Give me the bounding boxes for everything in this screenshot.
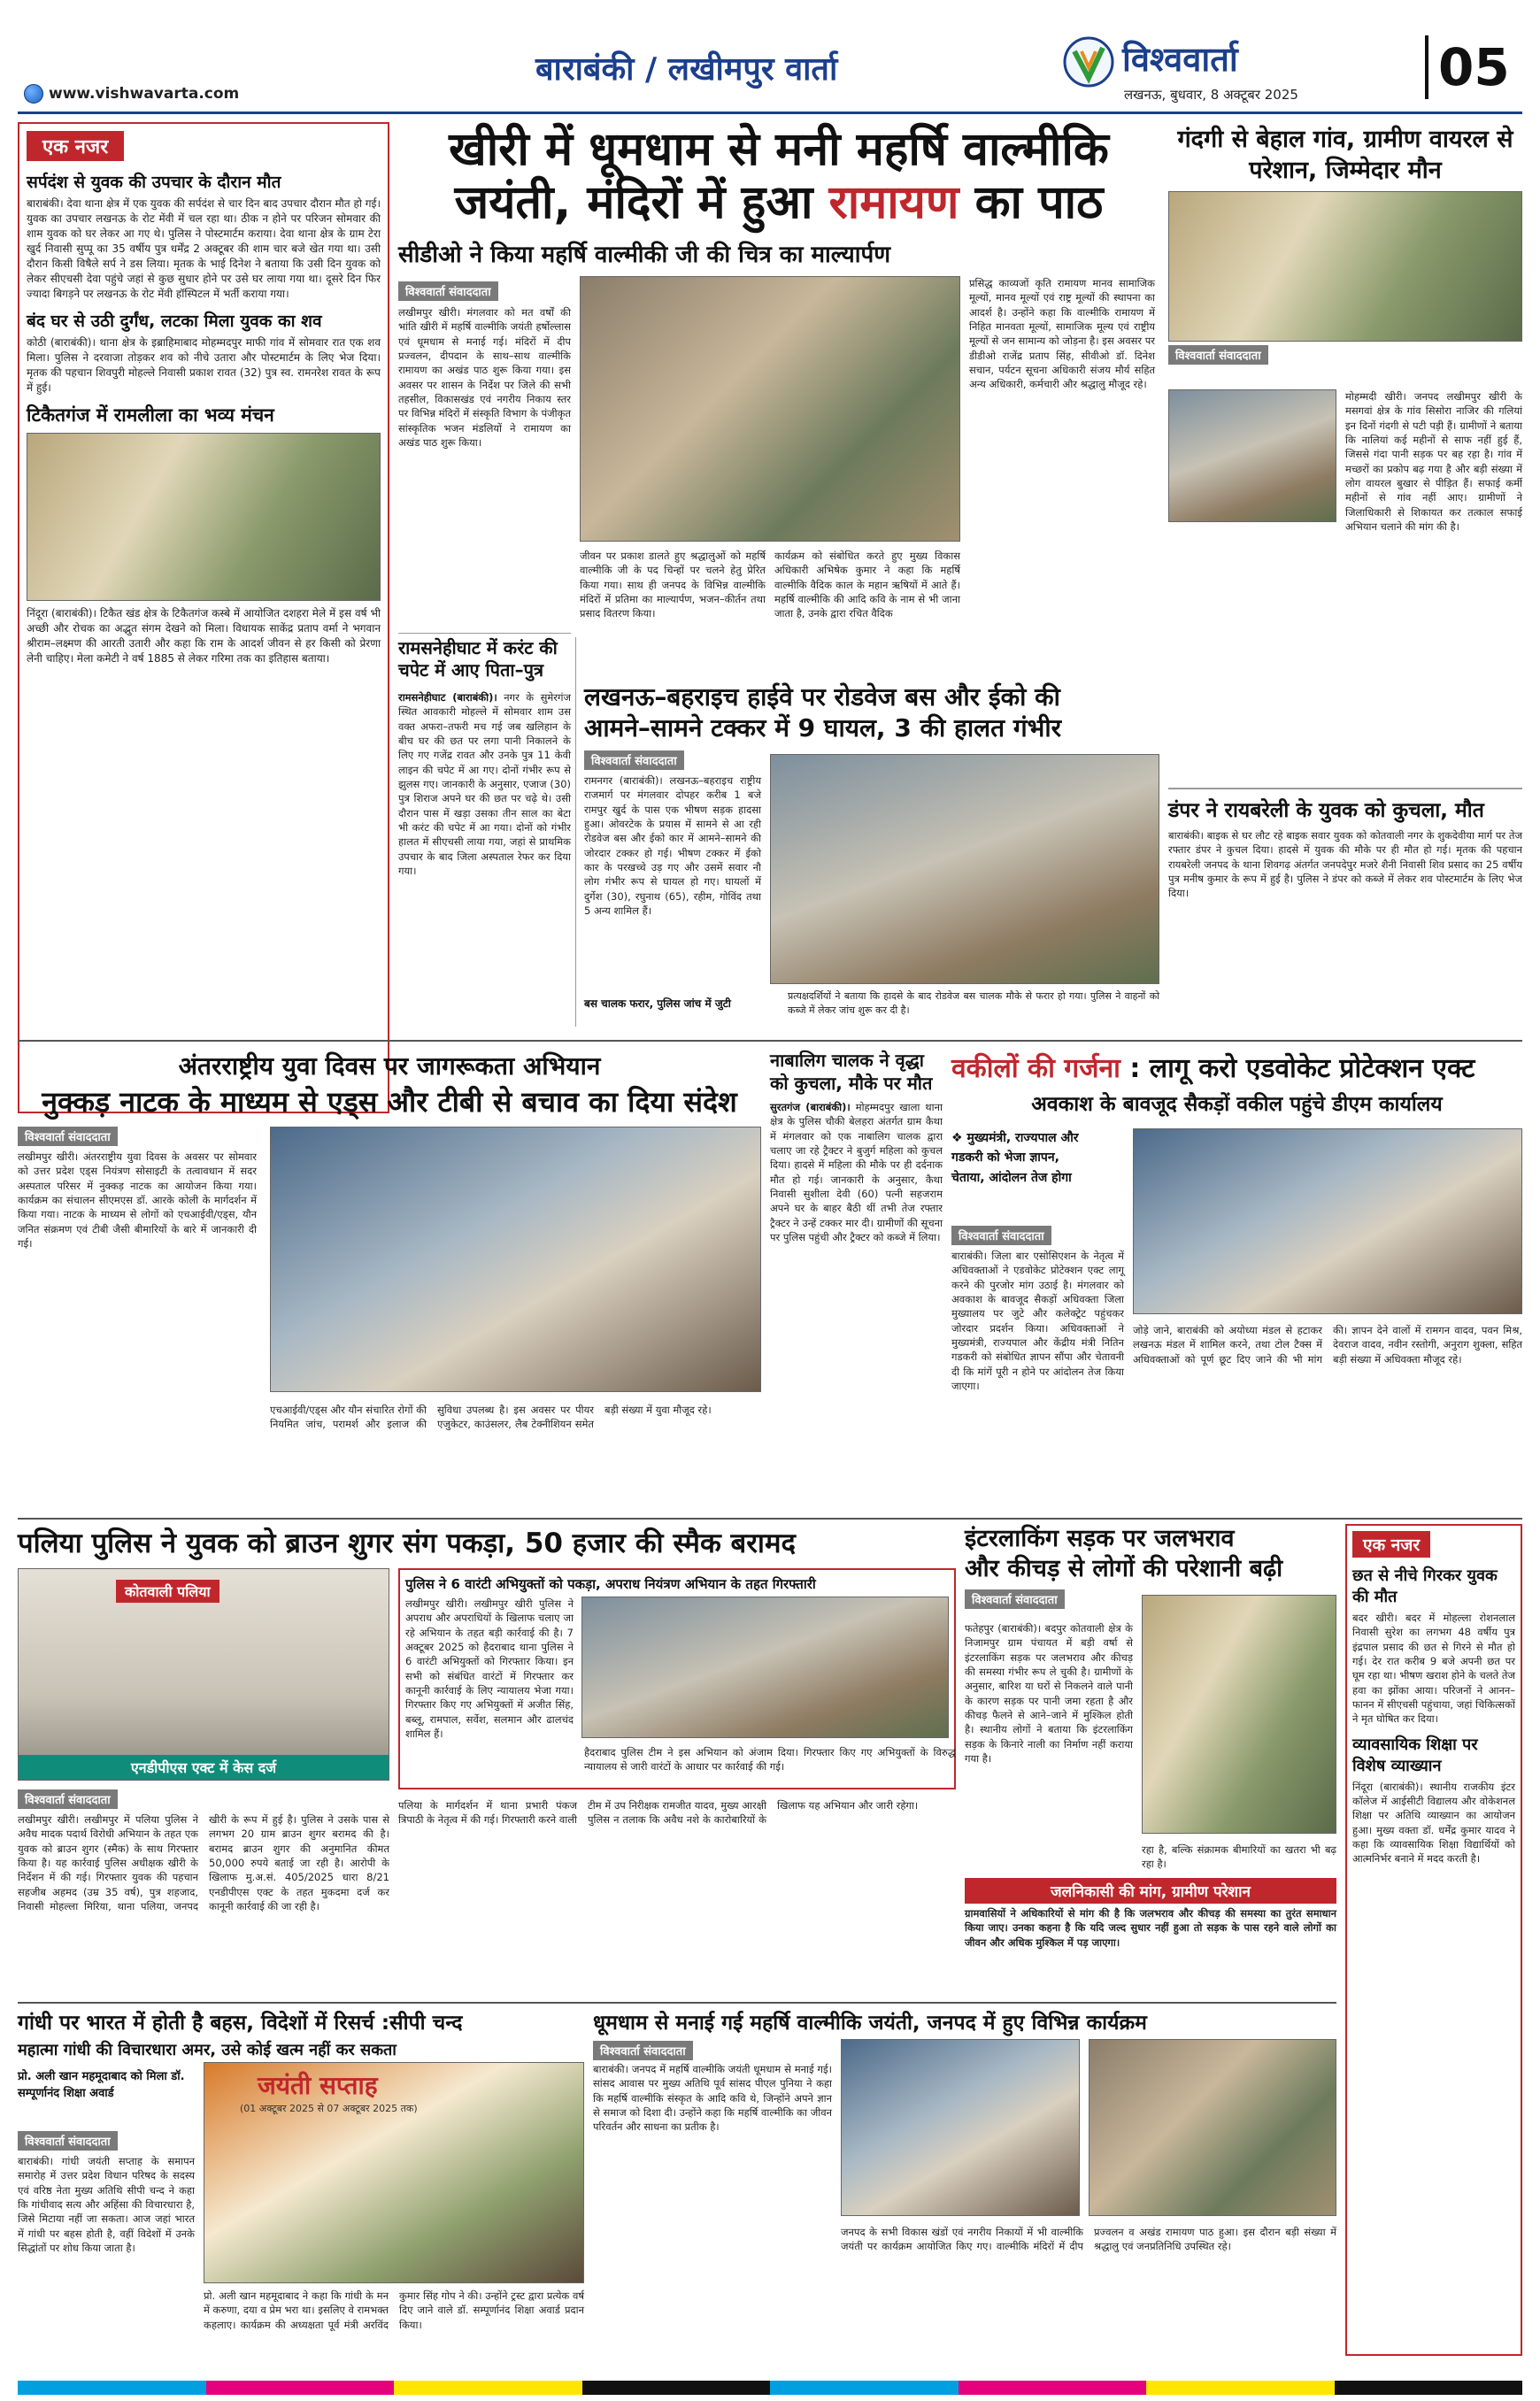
globe-icon [24,84,43,104]
valmiki2-text-2: जनपद के सभी विकास खंडों एवं नगरीय निकायों में भी वाल्मीकि जयंती पर कार्यक्रम आयोजित किए गए। वाल्मीकि मंदिरों में दीप प्रज्वलन व अखंड रामायण पाठ हुआ। इस दौरान बड़ी संख्या में श्रद्धालु एवं जनप्रतिनिधि उपस्थित रहे। [841,2226,1336,2253]
byline: विश्ववार्ता संवाददाता [398,281,498,301]
lead-headline-line1: खीरी में धूमधाम से मनी महर्षि वाल्मीकि [449,123,1109,176]
brief-headline: सर्पदंश से युवक की उपचार के दौरान मौत [27,173,281,192]
gandagi-byline-wrap [1168,345,1522,365]
interlocking-band: जलनिकासी की मांग, ग्रामीण परेशान [965,1878,1336,1904]
rule [398,633,571,634]
banner-subtext: (01 अक्टूबर 2025 से 07 अक्टूबर 2025 तक) [240,2103,418,2114]
valmiki2-text: बाराबंकी। जनपद में महर्षि वाल्मीकि जयंती धूमधाम से मनाई गई। सांसद आवास पर मुख्य अतिथि पूर्व सांसद पीएल पुनिया ने कहा कि महर्षि वाल्मीकि संस्कृत के आदि कवि थे, जिन्होंने अपने ज्ञान से समाज को दिशा दी। उन्होंने कहा कि महर्षि वाल्मीकि का जीवन परिवर्तन और साधना का प्रतीक है। [593,2063,832,2134]
warranti-text: लखीमपुर खीरी। लखीमपुर खीरी पुलिस ने अपराध और अपराधियों के खिलाफ चलाए जा रहे अभियान के तहत बड़ी कार्रवाई की है। 7 अक्टूबर 2025 को हैदराबाद थाना पुलिस ने 6 वारंटी अभियुक्तों को गिरफ्तार किया। इन सभी को संबंधित वारंटों में गिरफ्तार कर कानूनी कार्रवाई के लिए न्यायालय भेजा गया। गिरफ्तार किए गए अभियुक्तों में अजीत सिंह, बब्लू, रामपाल, सर्वेश, सलमान और ढालचंद शामिल हैं। [405,1597,574,1740]
byline: विश्ववार्ता संवाददाता [18,1789,118,1809]
highway-byline-wrap [584,750,684,770]
brief-text: बदर खीरी। बदर में मोहल्ला रोशनलाल निवासी सुरेश का लगभग 48 वर्षीय पुत्र इंद्रपाल प्रसाद की छत से गिरने से मौत हो गई। देर रात करीब 9 बजे अपनी छत पर घूम रहा था। भीषण खराश होने के चलते तेज हवा का झोंका आया। परिजनों ने आनन–फानन में सीएचसी पहुंचाया, जहां चिकित्सकों ने मृत घोषित कर दिया। [1352,1612,1515,1726]
interlocking-headline-2: और कीचड़ से लोगों की परेशानी बढ़ी [965,1554,1283,1582]
brief-headline: बंद घर से उठी दुर्गंध, लटका मिला युवक का शव [27,312,322,332]
vakil-text: बाराबंकी। जिला बार एसोसिएशन के नेतृत्व में अधिवक्ताओं ने एडवोकेट प्रोटेक्शन एक्ट लागू करने की पुरजोर मांग उठाई है। मंगलवार को अवकाश के बावजूद सैकड़ों अधिवक्ता जिला मुख्यालय पर जुटे और कलेक्ट्रेट पहुंचकर जोरदार प्रदर्शन किया। अधिवक्ताओं ने मुख्यमंत्री, राज्यपाल और केंद्रीय मंत्री नितिन गडकरी को संबोधित ज्ञापन सौंपा और चेतावनी दी कि मांगें पूरी न होने पर आंदोलन तेज किया जाएगा। [951,1250,1124,1392]
nabalig-story [770,1049,943,1509]
brief-text: बाराबंकी। देवा थाना क्षेत्र में एक युवक की सर्पदंश से चार दिन बाद उपचार दौरान मौत हो गई। युवक का उपचार लखनऊ के रोट मेंवी में चल रहा था। ठीक न होने पर परिजन सोमवार की शाम युवक को घर लेकर आ गए थे। पुलिस ने पोस्टमार्टम कराया। देवा थाना क्षेत्र के ग्राम टेरा खुर्द निवासी सुप्पू का 35 वर्षीय पुत्र धर्मेंद्र 2 अक्टूबर की शाम चार बजे खेत गया था। उसी दौरान किसी विषैले सर्प ने डस लिया। मृतक के भाई दिनेश ने बताया कि उसी दिन युवक को लेकर सीएचसी देवा पहुंचे जहां से कुछ सुधार होने पर उसे घर लाया गया था। दूसरे दिन फिर ज्यादा बिगड़ने पर लखनऊ के रोट मेंवी हॉस्पिटल में भर्ती कराया गया। [27,197,381,301]
brief-headline: व्यावसायिक शिक्षा पर विशेष व्याख्यान [1352,1735,1478,1775]
lead-col-2: जीवन पर प्रकाश डालते हुए श्रद्धालुओं को महर्षि वाल्मीकि जी के पद चिन्हों पर चलने हेतु प्रेरित किया गया। साथ ही जनपद के विभिन्न वाल्मीकि मंदिरों में प्रतिमा का माल्यार्पण, भजन–कीर्तन तथा प्रसाद वितरण किया। [580,550,766,620]
dateline: रामसनेहीघाट (बाराबंकी)। [398,691,497,704]
byline: विश्ववार्ता संवाददाता [593,2041,693,2060]
aids-text-2: एचआईवी/एड्स और यौन संचारित रोगों की नियमित जांच, परामर्श और इलाज की सुविधा उपलब्ध है। इस अवसर पर पीयर एजुकेटर, काउंसलर, लैब टेक्नीशियन समेत बड़ी संख्या में युवा मौजूद रहे। [270,1404,712,1431]
palia-text-2: पलिया के मार्गदर्शन में थाना प्रभारी पंकज त्रिपाठी के नेतृत्व में की गई। गिरफ्तारी करने वाली टीम में उप निरीक्षक रामजीत यादव, मुख्य आरक्षी पुलिस न तलाक कि अवैध नशे के कारोबारियों के खिलाफ यह अभियान और जारी रहेगा। [398,1799,919,1827]
interlocking-text: फतेहपुर (बाराबंकी)। बदपुर कोतवाली क्षेत्र के निजामपुर ग्राम पंचायत में बड़ी वर्षा से इंटरलाकिंग सड़क पर जलभराव और कीचड़ की समस्या गंभीर रूप ले चुकी है। ग्रामीणों के अनुसार, बारिश या घरों से निकलने वाले पानी के कारण सड़क पर पानी जमा रहता है और कीचड़ फैलने से आने–जाने में मुश्किल होती है। स्थानीय लोगों ने बताया कि इंटरलाकिंग सड़क के किनारे नाली का निर्माण नहीं कराया गया है। [965,1622,1133,1765]
gandagi-text: मोहम्मदी खीरी। जनपद लखीमपुर खीरी के मसगवां क्षेत्र के गांव सिसोरा नाजिर की गलियां इन दिनों गंदगी से पटी पड़ी हैं। ग्रामीणों ने बताया कि नालियां कई महीनों से साफ नहीं हुई हैं, जिससे गंदा पानी सड़क पर बह रहा है। गांव में मच्छरों का प्रकोप बढ़ गया है और बड़ी संख्या में लोग वायरल बुखार से पीड़ित हैं। सफाई कर्मी महीनों से गांव नहीं आए। ग्रामीणों ने जिलाधिकारी से शिकायत कर तत्काल सफाई अभियान चलाने की मांग की है। [1345,390,1522,533]
vakil-bullets [951,1128,1093,1188]
lawyers-photo [1133,1128,1522,1314]
vakil-headline [951,1049,1522,1085]
gandhi-text-2: प्रो. अली खान महमूदाबाद ने कहा कि गांधी के मन में करुणा, दया व प्रेम भरा था। इसलिए वे रामभक्त कहलाए। कार्यक्रम की अध्यक्षता पूर्व मंत्री अरविंद कुमार सिंह गोप ने की। उन्होंने ट्रस्ट द्वारा प्रत्येक वर्ष दिए जाने वाले डॉ. सम्पूर्णानंद शिक्षा अवार्ड प्रदान किया। [204,2289,584,2331]
vakil-headline-highlight: वकीलों की गर्जना [951,1053,1120,1084]
lead-col-1: लखीमपुर खीरी। मंगलवार को मत वर्षों की भांति खीरी में महर्षि वाल्मीकि जयंती हर्षोल्लास एवं धूमधाम से मनाई गई। मंदिरों में दीप प्रज्वलन, दीपदान के साथ–साथ वाल्मीकि रामायण का अखंड पाठ शुरू किया गया। इस अवसर पर शासन के निर्देश पर जिले की सभी तहसील, विकासखंड एवं नगरीय निकाय स्तर पर विभिन्न मंदिरों में संस्कृति विभाग के पंजीकृत सांस्कृतिक भजन मंडलियों ने रामायण का अखंड पाठ शुरू किया। [398,306,571,449]
byline: विश्ववार्ता संवाददाता [965,1589,1065,1609]
nukkad-photo [270,1127,761,1392]
bullet-item: ❖ मुख्यमंत्री, राज्यपाल और [951,1131,1079,1145]
aids-text: लखीमपुर खीरी। अंतरराष्ट्रीय युवा दिवस के अवसर पर सोमवार को उत्तर प्रदेश एड्स नियंत्रण सोसाइटी के तत्वावधान में सदर अस्पताल परिसर में नुक्कड़ नाटक का आयोजन किया गया। कार्यक्रम का संचालन सीएमएस डॉ. आरके कोली के मार्गदर्शन में किया गया। नाटक के माध्यम से लोगों को एचआईवी/एड्स, यौन जनित संक्रमण एवं टीबी जैसी बीमारियों के बारे में जानकारी दी गई। [18,1150,257,1250]
highway-text-2: प्रत्यक्षदर्शियों ने बताया कि हादसे के बाद रोडवेज बस चालक मौके से फरार हो गया। पुलिस ने वाहनों को कब्जे में लेकर जांच शुरू कर दी है। [788,990,1159,1016]
lead-story [398,124,1159,1031]
accident-photo [770,754,1159,984]
award-photo [204,2062,584,2283]
bullet-text: चेताया, आंदोलन तेज होगा [951,1170,1072,1185]
brief-headline: टिकैतगंज में रामलीला का भव्य मंचन [27,404,274,427]
gandhi-byline-wrap [18,2131,118,2151]
lead-photo [580,276,960,542]
ek-najar-label: एक नजर [27,131,124,161]
gandhi-story [18,2007,584,2379]
aids-story [18,1049,761,1509]
story-text: मोहम्मदपुर खाला थाना क्षेत्र के पुलिस चौकी बेलहरा अंतर्गत ग्राम कैथा में मंगलवार को एक नाबालिग चालक द्वारा चलाए जा रहे ट्रैक्टर ने बुजुर्ग महिला को कुचल दिया। हादसे में महिला की मौके पर ही दर्दनाक मौत हो गई। जानकारी के अनुसार, कैथा निवासी सुशीला देवी (60) पत्नी सहजराम अपने घर के बाहर बैठी थीं तभी तेज रफ्तार ट्रैक्टर ने उन्हें टक्कर मार दी। ग्रामीणों की सूचना पर पुलिस पहुंची और ट्रैक्टर को कब्जे में लिया। [770,1101,943,1243]
page-number: 05 [1438,37,1510,97]
vakil-subhead: अवकाश के बावजूद सैकड़ों वकील पहुंचे डीएम कार्यालय [1031,1093,1443,1116]
ramleela-photo [27,433,381,601]
aids-headline-1: अंतरराष्ट्रीय युवा दिवस पर जागरूकता अभियान [178,1051,601,1081]
highway-headline-line2: आमने–सामने टक्कर में 9 घायल, 3 की हालत गंभीर [584,713,1062,743]
village-photo [1168,191,1522,342]
nabalig-headline: नाबालिग चालक ने वृद्धा को कुचला, मौके पर मौत [770,1050,933,1094]
masthead [0,0,1540,115]
palia-text: लखीमपुर खीरी। लखीमपुर में पलिया पुलिस ने अवैध मादक पदार्थ विरोधी अभियान के तहत एक युवक को ब्राउन शुगर (स्मैक) के साथ गिरफ्तार किया है। यह कार्रवाई पुलिस अधीक्षक खीरी के निर्देशन में की गई। गिरफ्तार युवक की पहचान सहजीब अहमद (उम्र 35 वर्ष), पुत्र शहजाद, निवासी मोहल्ला मिरिया, थाना पलिया, जनपद खीरी के रूप में हुई है। पुलिस ने उसके पास से लगभग 20 ग्राम ब्राउन शुगर बरामद की है। बरामद ब्राउन शुगर की अनुमानित कीमत 50,000 रुपये बताई जा रही है। आरोपी के खिलाफ मु.अ.सं. 405/2025 धारा 8/21 एनडीपीएस एक्ट के तहत मुकदमा दर्ज कर कानूनी कार्रवाई की जा रही है। [18,1813,389,1912]
section-rule [18,2002,1336,2004]
lead-col-4: प्रसिद्ध काव्यजों कृति रामायण मानव सामाजिक मूल्यों, मानव मूल्यों एवं राष्ट्र मूल्यों की स्थापना का आदर्श है। उन्होंने कहा कि वाल्मीकि रामायण में निहित मानवता मूल्यों, सामाजिक मूल्य एवं राष्ट्रीय मूल्यों से जन सामान्य को जोड़ना है। इस अवसर पर डीडीओ राजेंद्र प्रताप सिंह, सीवीओ डॉ. दिनेश सचान, पर्यटन सूचना अधिकारी संजय मौर्य सहित अन्य अधिकारी, कर्मचारी और श्रद्धालु मौजूद रहे। [969,277,1155,391]
dumper-text: बाराबंकी। बाइक से घर लौट रहे बाइक सवार युवक को कोतवाली नगर के शुकदेवीया मार्ग पर तेज रफ्तार डंपर ने कुचल दिया। हादसे में युवक की मौके पर ही मौत हो गई। मृतक की पहचान रायबरेली जनपद के थाना शिवगढ़ अंतर्गत जनपदेपुर मजरे शैनी निवासी शिव प्रसाद का 25 वर्षीय पुत्र मनीष कुमार के रूप में हुई है। पुलिस ने डंपर को कब्जे में लेकर शव पोस्टमार्टम के लिए भेज दिया। [1168,829,1522,900]
palia-story [18,1524,956,1993]
gandhi-subhead: महात्मा गांधी की विचारधारा अमर, उसे कोई खत्म नहीं कर सकता [18,2041,397,2059]
dateline: लखनऊ, बुधवार, 8 अक्टूबर 2025 [1124,87,1298,103]
brand-logo [1062,35,1115,88]
byline: विश्ववार्ता संवाददाता [584,750,684,770]
lead-subhead: सीडीओ ने किया महर्षि वाल्मीकी जी की चित्र का माल्यार्पण [398,241,891,268]
aids-headline-2: नुक्कड़ नाटक के माध्यम से एड्स और टीबी से बचाव का दिया संदेश [42,1085,737,1119]
gandhi-headline: गांधी पर भारत में होती है बहस, विदेशों में रिसर्च :सीपी चन्द [18,2012,463,2035]
interlocking-text-2: रहा है, बल्कि संक्रामक बीमारियों का खतरा भी बढ़ रहा है। [1142,1843,1336,1871]
ek-najar-box-1 [18,122,389,1113]
interlocking-headline [965,1524,1336,1584]
dumper-story [1168,788,1522,1035]
highway-text: रामनगर (बाराबंकी)। लखनऊ–बहराइच राष्ट्रीय राजमार्ग पर मंगलवार दोपहर करीब 1 बजे रामपुर खुर्द के पास एक भीषण सड़क हादसा हुआ। ओवरटेक के प्रयास में सामने से आ रही रोडवेज बस और ईको कार में आमने–सामने की जोरदार टक्कर हो गई। भीषण टक्कर में ईको कार के परखच्चे उड़ गए और उसमें सवार नौ लोग गंभीर रूप से घायल हो गए। घायलों में दुर्गेश (30), रघुनाथ (65), रहीम, गोविंद तथा 5 अन्य शामिल हैं। [584,774,761,917]
ramsanehi-headline: रामसनेहीघाट में करंट की चपेट में आए पिता–पुत्र [398,637,558,681]
lead-headline-part: जयंती, मंदिरों में हुआ [454,175,829,229]
warranti-text-2: हैदराबाद पुलिस टीम ने इस अभियान को अंजाम दिया। गिरफ्तार किए गए अभियुक्तों के विरुद्ध न्यायालय से जारी वारंटों के आधार पर कार्रवाई की गई। [584,1746,956,1774]
col-rule [575,637,576,1027]
dumper-headline: डंपर ने रायबरेली के युवक को कुचला, मौत [1168,799,1484,822]
palia-headline: पलिया पुलिस ने युवक को ब्राउन शुगर संग पकड़ा, 50 हजार की स्मैक बरामद [18,1528,796,1559]
print-color-bar [18,2381,1522,2395]
bullet-item [951,1148,1093,1167]
header-rule [18,112,1522,114]
bullet-text: मुख्यमंत्री, राज्यपाल और [966,1131,1079,1145]
valmiki2-headline: धूमधाम से मनाई गई महर्षि वाल्मीकि जयंती, जनपद में हुए विभिन्न कार्यक्रम [593,2012,1147,2035]
valmiki-portrait-photo [1089,2039,1336,2216]
gandhi-text: बाराबंकी। गांधी जयंती सप्ताह के समापन समारोह में उत्तर प्रदेश विधान परिषद के सदस्य एवं वरिष्ठ नेता मुख्य अतिथि सीपी चन्द ने कहा कि गांधीवाद सत्य और अहिंसा की विचारधारा है, जिसे मिटाया नहीं जा सकता। आज जहां भारत में गांधी पर बहस होती है, वहीं विदेशों में उनके सिद्धांतों पर शोध किया जाता है। [18,2155,195,2254]
byline: विश्ववार्ता संवाददाता [951,1226,1051,1245]
brief-text: निंदूरा (बाराबंकी)। स्थानीय राजकीय इंटर कॉलेज में आईसीटी विद्यालय और वोकेशनल शिक्षा पर अतिथि व्याख्यान का आयोजन हुआ। मुख्य वक्ता डॉ. धर्मेंद्र कुमार यादव ने कहा कि व्यावसायिक शिक्षा विद्यार्थियों को आत्मनिर्भर बनाने में मदद करती है। [1352,1780,1515,1866]
lead-headline-highlight: रामायण [828,175,959,229]
brief-text: कोठी (बाराबंकी)। थाना क्षेत्र के इब्राहिमाबाद मोहम्मदपुर माफी गांव में सोमवार रात एक शव मिला। पुलिस ने दरवाजा तोड़कर शव को नीचे उतारा और पोस्टमार्टम के लिए भेज दिया। मृतक की पहचान शिवपुरी मोहल्ले निवासी प्रकाश रावत (32) पुत्र स्व. रामनरेश रावत के रूप में हुई। [27,336,381,395]
brief-headline: छत से नीचे गिरकर युवक की मौत [1352,1566,1498,1606]
byline: विश्ववार्ता संवाददाता [1168,345,1268,365]
police-team-photo [581,1597,949,1738]
lead-col-3: कार्यक्रम को संबोधित करते हुए मुख्य विकास अधिकारी अभिषेक कुमार ने कहा कि महर्षि वाल्मीकि वैदिक काल के महान ऋषियों में आते हैं। महर्षि वाल्मीकि की आदि कवि के नाम से भी जाना जाता है, उनके द्वारा रचित वैदिक [774,550,960,620]
gandhi-inset: प्रो. अली खान महमूदाबाद को मिला डॉ. सम्पूर्णानंद शिक्षा अवार्ड [18,2070,185,2100]
photo-caption-band: एनडीपीएस एक्ट में केस दर्ज [19,1755,389,1780]
banner-text: जयंती सप्ताह [258,2071,378,2100]
station-sign: कोतवाली पलिया [116,1580,219,1603]
section-rule [18,1040,1522,1042]
valmiki-story-2 [593,2007,1336,2379]
ramsanehi-text [398,690,571,878]
brief-text: निंदूरा (बाराबंकी)। टिकैत खंड क्षेत्र के टिकैतगंज कस्बे में आयोजित दशहरा मेले में इस वर्ष भी अच्छी और रोचक का अद्भुत संगम देखने को मिला। विधायक साकेंद्र प्रताप वर्मा ने भगवान श्रीराम–लक्ष्मण की आरती उतारी और कहा कि राम के आदर्श जीवन से हर किसी को प्रेरणा लेनी चाहिए। मेला कमेटी ने वर्ष 1885 से लेकर गरिमा तक का इतिहास बताया। [27,607,381,666]
vakil-byline-wrap [951,1226,1051,1245]
warranti-headline: पुलिस ने 6 वारंटी अभियुक्तों को पकड़ा, अपराध नियंत्रण अभियान के तहत गिरफ्तारी [405,1576,816,1592]
gandagi-headline: गंदगी से बेहाल गांव, ग्रामीण वायरल से परेशान, जिम्मेदार मौन [1177,126,1513,185]
ek-najar-box-2 [1345,1524,1522,2356]
aids-byline-wrap [18,1127,118,1146]
drain-photo [1168,389,1336,522]
interlocking-story [965,1524,1336,1993]
interlocking-band-text: ग्रामवासियों ने अधिकारियों से मांग की है कि जलभराव और कीचड़ की समस्या का तुरंत समाधान किया जाए। उनका कहना है कि यदि जल्द सुधार नहीं हुआ तो सड़क के पास रहने वाले लोगों का जीवन और अधिक मुश्किल में पड़ जाएगा। [965,1907,1336,1949]
website-link[interactable]: www.vishwavarta.com [49,85,240,103]
byline: विश्ववार्ता संवाददाता [18,1127,118,1146]
lead-byline-wrap [398,281,498,301]
vakil-story [951,1049,1522,1509]
bullet-item [951,1168,1093,1188]
section-rule [18,1518,1522,1520]
police-station-photo [18,1568,389,1781]
ek-najar-label: एक नजर [1352,1531,1430,1558]
lead-headline-part: का पाठ [959,175,1104,229]
brand-name: विश्ववार्ता [1122,40,1238,79]
highway-headline-line1: लखनऊ–बहराइच हाईवे पर रोडवेज बस और ईको की [584,682,1060,712]
bullet-text: गडकरी को भेजा ज्ञापन, [951,1150,1059,1166]
highway-caption: बस चालक फरार, पुलिस जांच में जुटी [584,997,731,1010]
vakil-text-2: जोड़े जाने, बाराबंकी को अयोध्या मंडल से हटाकर लखनऊ मंडल में शामिल करने, तथा टोल टैक्स में अधिवक्ताओं को पूर्ण छूट दिए जाने की भी मांग की। ज्ञापन देने वालों में रामगन वादव, पवन मिश्र, देवराज वादव, नवीन रस्तोगी, अनुराग शुक्ला, सहित बड़ी संख्या में अधिवक्ता मौजूद रहे। [1133,1324,1522,1366]
page-number-box [1425,35,1428,99]
nabalig-text [770,1100,943,1244]
interlocking-headline-1: इंटरलाकिंग सड़क पर जलभराव [965,1525,1235,1552]
gandagi-story [1168,124,1522,783]
dateline: सुरतगंज (बाराबंकी)। [770,1101,851,1113]
byline: विश्ववार्ता संवाददाता [18,2131,118,2151]
highway-headline [584,681,1159,743]
valmiki-gathering-photo [841,2039,1080,2216]
section-title: बाराबंकी / लखीमपुर वार्ता [535,51,838,88]
lead-headline [398,124,1159,230]
waterlogging-photo [1142,1595,1336,1834]
vakil-headline-rest: : लागू करो एडवोकेट प्रोटेक्शन एक्ट [1120,1053,1475,1084]
lead-headline-line2 [398,177,1159,230]
story-text: नगर के सुमेरगंज स्थित आवकारी मोहल्ले में सोमवार शाम उस वक्त अफरा–तफरी मच गई जब खलिहान के बीच घर की छत पर लगा पानी निकालने के लिए गए गजेंद्र रावत और उनके पुत्र 11 केवी लाइन की चपेट में आ गए। दोनों गंभीर रूप से झुलस गए। जानकारी के अनुसार, एजाज (30) पुत्र शिराज अपने घर की छत पर चढ़े थे। उसी दौरान पास में खड़ा उसका तीन साल का बेटा भी करंट की चपेट में आ गया। दोनों को गंभीर हालत में सीएचसी लाया गया, जहां से प्राथमिक उपचार के बाद जिला अस्पताल रेफर कर दिया गया। [398,691,571,877]
palia-byline-wrap [18,1789,118,1809]
